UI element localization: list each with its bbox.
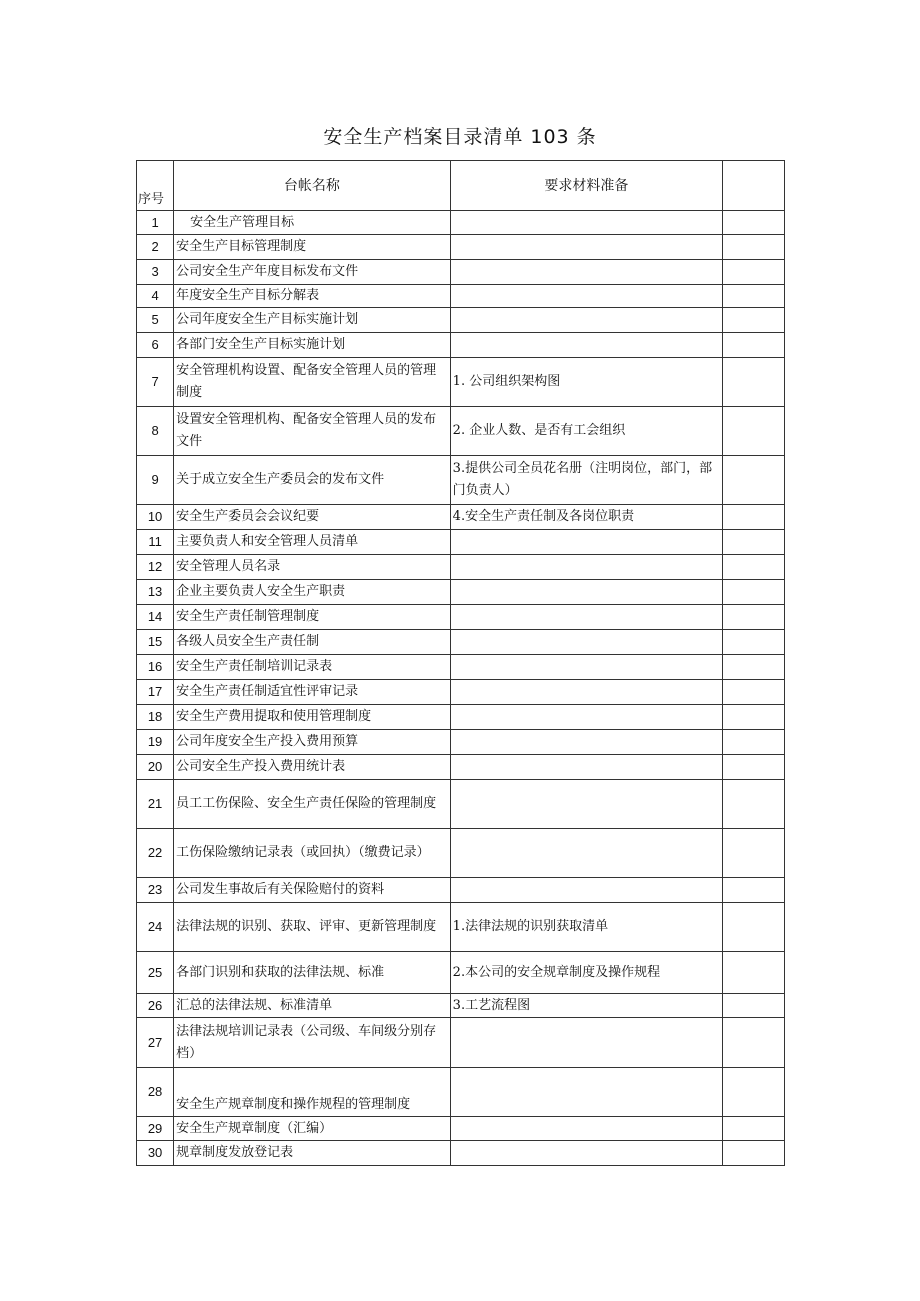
- row-ledger-name: 安全生产委员会会议纪要: [174, 505, 451, 530]
- table-row: [137, 680, 785, 705]
- row-extra-cell: [723, 308, 785, 333]
- table-row: [137, 407, 785, 456]
- header-name: 台帐名称: [174, 161, 451, 211]
- row-required-materials: [450, 705, 722, 730]
- row-required-materials: [450, 1117, 722, 1141]
- table-row: [137, 530, 785, 555]
- row-extra-cell: [723, 456, 785, 505]
- row-seq: 23: [137, 878, 174, 903]
- row-extra-cell: [723, 555, 785, 580]
- row-seq: 4: [137, 285, 174, 308]
- row-required-materials: [450, 878, 722, 903]
- row-ledger-name: 安全管理机构设置、配备安全管理人员的管理制度: [174, 358, 451, 407]
- header-requirements: 要求材料准备: [450, 161, 722, 211]
- row-extra-cell: [723, 705, 785, 730]
- row-extra-cell: [723, 1141, 785, 1166]
- row-seq: 5: [137, 308, 174, 333]
- row-seq: 19: [137, 730, 174, 755]
- row-extra-cell: [723, 1018, 785, 1068]
- row-extra-cell: [723, 1117, 785, 1141]
- row-seq: 16: [137, 655, 174, 680]
- row-required-materials: [450, 630, 722, 655]
- table-row: [137, 260, 785, 285]
- table-row: [137, 1117, 785, 1141]
- row-seq: 8: [137, 407, 174, 456]
- table-row: [137, 630, 785, 655]
- table-row: [137, 211, 785, 235]
- row-required-materials: [450, 730, 722, 755]
- table-row: [137, 505, 785, 530]
- row-ledger-name: 公司安全生产投入费用统计表: [174, 755, 451, 780]
- row-extra-cell: [723, 211, 785, 235]
- row-extra-cell: [723, 358, 785, 407]
- row-seq: 15: [137, 630, 174, 655]
- row-ledger-name: 安全生产管理目标: [174, 211, 451, 235]
- table-header-row: [137, 161, 785, 211]
- table-row: [137, 555, 785, 580]
- row-ledger-name: 年度安全生产目标分解表: [174, 285, 451, 308]
- row-ledger-name: 安全生产规章制度（汇编）: [174, 1117, 451, 1141]
- row-seq: 29: [137, 1117, 174, 1141]
- row-ledger-name: 公司年度安全生产投入费用预算: [174, 730, 451, 755]
- row-ledger-name: 安全生产规章制度和操作规程的管理制度: [174, 1068, 451, 1117]
- row-seq: 28: [137, 1068, 174, 1117]
- table-row: [137, 456, 785, 505]
- row-required-materials: [450, 780, 722, 829]
- row-extra-cell: [723, 333, 785, 358]
- row-required-materials: [450, 605, 722, 630]
- row-seq: 14: [137, 605, 174, 630]
- table-row: [137, 358, 785, 407]
- table-row: [137, 235, 785, 260]
- row-extra-cell: [723, 680, 785, 705]
- row-extra-cell: [723, 260, 785, 285]
- table-row: [137, 829, 785, 878]
- row-seq: 6: [137, 333, 174, 358]
- table-row: [137, 1141, 785, 1166]
- row-ledger-name: 安全管理人员名录: [174, 555, 451, 580]
- row-seq: 17: [137, 680, 174, 705]
- row-ledger-name: 规章制度发放登记表: [174, 1141, 451, 1166]
- table-row: [137, 308, 785, 333]
- table-row: [137, 1068, 785, 1117]
- table-row: [137, 730, 785, 755]
- row-extra-cell: [723, 655, 785, 680]
- row-extra-cell: [723, 829, 785, 878]
- row-required-materials: [450, 530, 722, 555]
- row-ledger-name: 公司安全生产年度目标发布文件: [174, 260, 451, 285]
- row-required-materials: [450, 333, 722, 358]
- row-required-materials: 1. 公司组织架构图: [450, 358, 722, 407]
- row-seq: 12: [137, 555, 174, 580]
- row-seq: 18: [137, 705, 174, 730]
- row-ledger-name: 各级人员安全生产责任制: [174, 630, 451, 655]
- row-required-materials: [450, 680, 722, 705]
- row-extra-cell: [723, 605, 785, 630]
- table-row: [137, 580, 785, 605]
- row-extra-cell: [723, 755, 785, 780]
- row-ledger-name: 主要负责人和安全管理人员清单: [174, 530, 451, 555]
- row-required-materials: [450, 755, 722, 780]
- table-row: [137, 755, 785, 780]
- table-row: [137, 285, 785, 308]
- row-required-materials: [450, 655, 722, 680]
- row-extra-cell: [723, 1068, 785, 1117]
- row-ledger-name: 公司年度安全生产目标实施计划: [174, 308, 451, 333]
- row-ledger-name: 各部门安全生产目标实施计划: [174, 333, 451, 358]
- row-seq: 11: [137, 530, 174, 555]
- row-ledger-name: 汇总的法律法规、标准清单: [174, 994, 451, 1018]
- row-ledger-name: 设置安全管理机构、配备安全管理人员的发布文件: [174, 407, 451, 456]
- document-title: 安全生产档案目录清单 103 条: [323, 126, 597, 148]
- row-required-materials: 2.本公司的安全规章制度及操作规程: [450, 952, 722, 994]
- row-seq: 1: [137, 211, 174, 235]
- row-ledger-name: 工伤保险缴纳记录表（或回执）（缴费记录）: [174, 829, 451, 878]
- row-ledger-name: 法律法规培训记录表（公司级、车间级分别存档）: [174, 1018, 451, 1068]
- row-extra-cell: [723, 730, 785, 755]
- row-required-materials: [450, 308, 722, 333]
- row-extra-cell: [723, 505, 785, 530]
- row-extra-cell: [723, 878, 785, 903]
- row-required-materials: 4.安全生产责任制及各岗位职责: [450, 505, 722, 530]
- table-row: [137, 705, 785, 730]
- row-seq: 24: [137, 903, 174, 952]
- row-required-materials: 3.工艺流程图: [450, 994, 722, 1018]
- row-extra-cell: [723, 235, 785, 260]
- row-extra-cell: [723, 530, 785, 555]
- table-row: [137, 333, 785, 358]
- row-ledger-name: 关于成立安全生产委员会的发布文件: [174, 456, 451, 505]
- table-row: [137, 903, 785, 952]
- row-seq: 20: [137, 755, 174, 780]
- row-extra-cell: [723, 630, 785, 655]
- row-required-materials: 3.提供公司全员花名册（注明岗位，部门，部门负责人）: [450, 456, 722, 505]
- table-row: [137, 878, 785, 903]
- header-seq: 序号: [137, 161, 174, 211]
- row-required-materials: [450, 829, 722, 878]
- row-seq: 30: [137, 1141, 174, 1166]
- row-seq: 9: [137, 456, 174, 505]
- row-seq: 10: [137, 505, 174, 530]
- row-seq: 13: [137, 580, 174, 605]
- row-required-materials: [450, 555, 722, 580]
- row-ledger-name: 安全生产费用提取和使用管理制度: [174, 705, 451, 730]
- table-row: [137, 655, 785, 680]
- row-required-materials: [450, 1018, 722, 1068]
- row-extra-cell: [723, 952, 785, 994]
- header-extra: [723, 161, 785, 211]
- table-row: [137, 780, 785, 829]
- row-required-materials: [450, 1068, 722, 1117]
- row-extra-cell: [723, 285, 785, 308]
- table-row: [137, 605, 785, 630]
- row-required-materials: 2. 企业人数、是否有工会组织: [450, 407, 722, 456]
- row-required-materials: [450, 235, 722, 260]
- row-ledger-name: 安全生产责任制培训记录表: [174, 655, 451, 680]
- row-required-materials: [450, 260, 722, 285]
- row-extra-cell: [723, 780, 785, 829]
- row-required-materials: [450, 1141, 722, 1166]
- row-required-materials: [450, 285, 722, 308]
- archive-catalog-table: [136, 160, 785, 1166]
- row-extra-cell: [723, 580, 785, 605]
- row-ledger-name: 法律法规的识别、获取、评审、更新管理制度: [174, 903, 451, 952]
- table-row: [137, 994, 785, 1018]
- row-ledger-name: 公司发生事故后有关保险赔付的资料: [174, 878, 451, 903]
- row-seq: 26: [137, 994, 174, 1018]
- row-seq: 2: [137, 235, 174, 260]
- row-ledger-name: 安全生产责任制适宜性评审记录: [174, 680, 451, 705]
- row-ledger-name: 员工工伤保险、安全生产责任保险的管理制度: [174, 780, 451, 829]
- row-extra-cell: [723, 903, 785, 952]
- row-ledger-name: 企业主要负责人安全生产职责: [174, 580, 451, 605]
- row-seq: 3: [137, 260, 174, 285]
- row-seq: 27: [137, 1018, 174, 1068]
- row-extra-cell: [723, 994, 785, 1018]
- table-row: [137, 1018, 785, 1068]
- row-required-materials: [450, 580, 722, 605]
- table-row: [137, 952, 785, 994]
- row-seq: 21: [137, 780, 174, 829]
- row-required-materials: [450, 211, 722, 235]
- row-ledger-name: 安全生产目标管理制度: [174, 235, 451, 260]
- row-required-materials: 1.法律法规的识别获取清单: [450, 903, 722, 952]
- row-seq: 25: [137, 952, 174, 994]
- row-ledger-name: 安全生产责任制管理制度: [174, 605, 451, 630]
- row-seq: 22: [137, 829, 174, 878]
- table-body: [137, 211, 785, 1166]
- row-seq: 7: [137, 358, 174, 407]
- row-extra-cell: [723, 407, 785, 456]
- row-ledger-name: 各部门识别和获取的法律法规、标准: [174, 952, 451, 994]
